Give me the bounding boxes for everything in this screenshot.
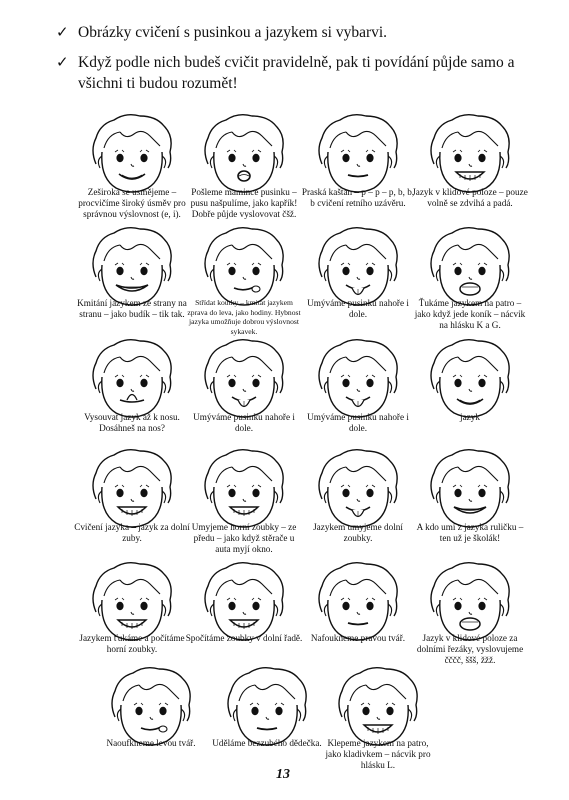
exercise-caption: Umýváme pusinku nahoře i dole. bbox=[307, 412, 409, 433]
exercise-caption: Naoufkneme levou tvář. bbox=[106, 738, 196, 748]
exercise-caption: Klepeme jazykem na patro, jako kladivkem – nácvik pro hlásku L. bbox=[325, 738, 431, 770]
check-icon: ✓ bbox=[56, 53, 69, 71]
exercise-caption: Zeširoka se usmějeme – procvičíme široký úsměv pro správnou výslovnost (e, i). bbox=[78, 187, 186, 219]
exercise-face-illustration bbox=[86, 447, 178, 533]
instructions bbox=[56, 22, 556, 103]
exercise-caption: Jazykem umyjeme dolní zoubky. bbox=[313, 522, 403, 543]
exercise-face-illustration bbox=[198, 337, 290, 423]
exercise-face-illustration bbox=[198, 447, 290, 533]
exercise-face-illustration bbox=[424, 337, 516, 423]
exercise-caption: Jazyk v klidové poloze – pouze volně se zdvihá a padá. bbox=[412, 187, 528, 208]
check-icon: ✓ bbox=[56, 23, 69, 41]
exercise-caption: Umyjeme horní zoubky – ze předu – jako když stěrače u auta myjí okno. bbox=[191, 522, 297, 554]
exercise-face-illustration bbox=[312, 112, 404, 198]
exercise-caption: Nafoukneme pravou tvář. bbox=[310, 633, 406, 643]
exercise-face-illustration bbox=[312, 337, 404, 423]
exercise-caption: Vysouvat jazyk až k nosu. Dosáhneš na nos? bbox=[84, 412, 180, 433]
instruction-text: Obrázky cvičení s pusinkou a jazykem si vybarvi. bbox=[78, 24, 388, 41]
page-number: 13 bbox=[276, 767, 290, 782]
exercise-caption: Praská kaštan – p – p – p, b, b, b cvičení retního uzávěru. bbox=[301, 187, 415, 208]
instruction-text: Když podle nich budeš cvičit pravidelně, pak ti povídání půjde samo a všichni ti budou rozumět! bbox=[78, 54, 515, 92]
exercise-caption: Pošleme mamince pusinku – pusu našpulíme, jako kapřík! Dobře půjde vyslovovat čšž. bbox=[190, 187, 298, 219]
exercise-caption: Jazyk v klidové poloze za dolními řezáky, vyslovujeme čččč, ššš, žžž. bbox=[416, 633, 524, 665]
instruction-item bbox=[56, 22, 556, 43]
exercise-caption: jazyk bbox=[460, 412, 480, 422]
exercise-face-illustration bbox=[424, 112, 516, 198]
exercise-face-illustration bbox=[424, 447, 516, 533]
exercise-caption: Umýváme pusinku nahoře i dole. bbox=[307, 298, 409, 319]
exercise-face-illustration bbox=[312, 447, 404, 533]
exercise-face-illustration bbox=[198, 112, 290, 198]
exercise-face-illustration bbox=[86, 337, 178, 423]
exercise-caption: Uděláme bezzubého dědečka. bbox=[212, 738, 322, 748]
exercise-caption: Ťukáme jazykem na patro – jako když jede koník – nácvik na hlásku K a G. bbox=[414, 298, 526, 330]
exercise-caption: Jazykem ťukáme a počítáme horní zoubky. bbox=[79, 633, 185, 654]
exercise-caption: Cvičení jazyka – jazyk za dolní zuby. bbox=[74, 522, 190, 543]
exercise-caption: Umýváme pusinku nahoře i dole. bbox=[193, 412, 295, 433]
exercise-caption: Kmitání jazykem ze strany na stranu – jako budík – tik tak. bbox=[77, 298, 187, 319]
instruction-item bbox=[56, 52, 556, 94]
exercise-caption: Střídat koutky – kmitat jazykem zprava do leva, jako hodiny. Hybnost jazyka umožňuje dobrou výslovnost sykavek. bbox=[187, 298, 301, 336]
exercise-face-illustration bbox=[86, 112, 178, 198]
exercise-caption: A kdo umí z jazyka ruličku – ten už je školák! bbox=[416, 522, 524, 543]
exercise-caption: Spočítáme zoubky v dolní řadě. bbox=[185, 633, 303, 643]
